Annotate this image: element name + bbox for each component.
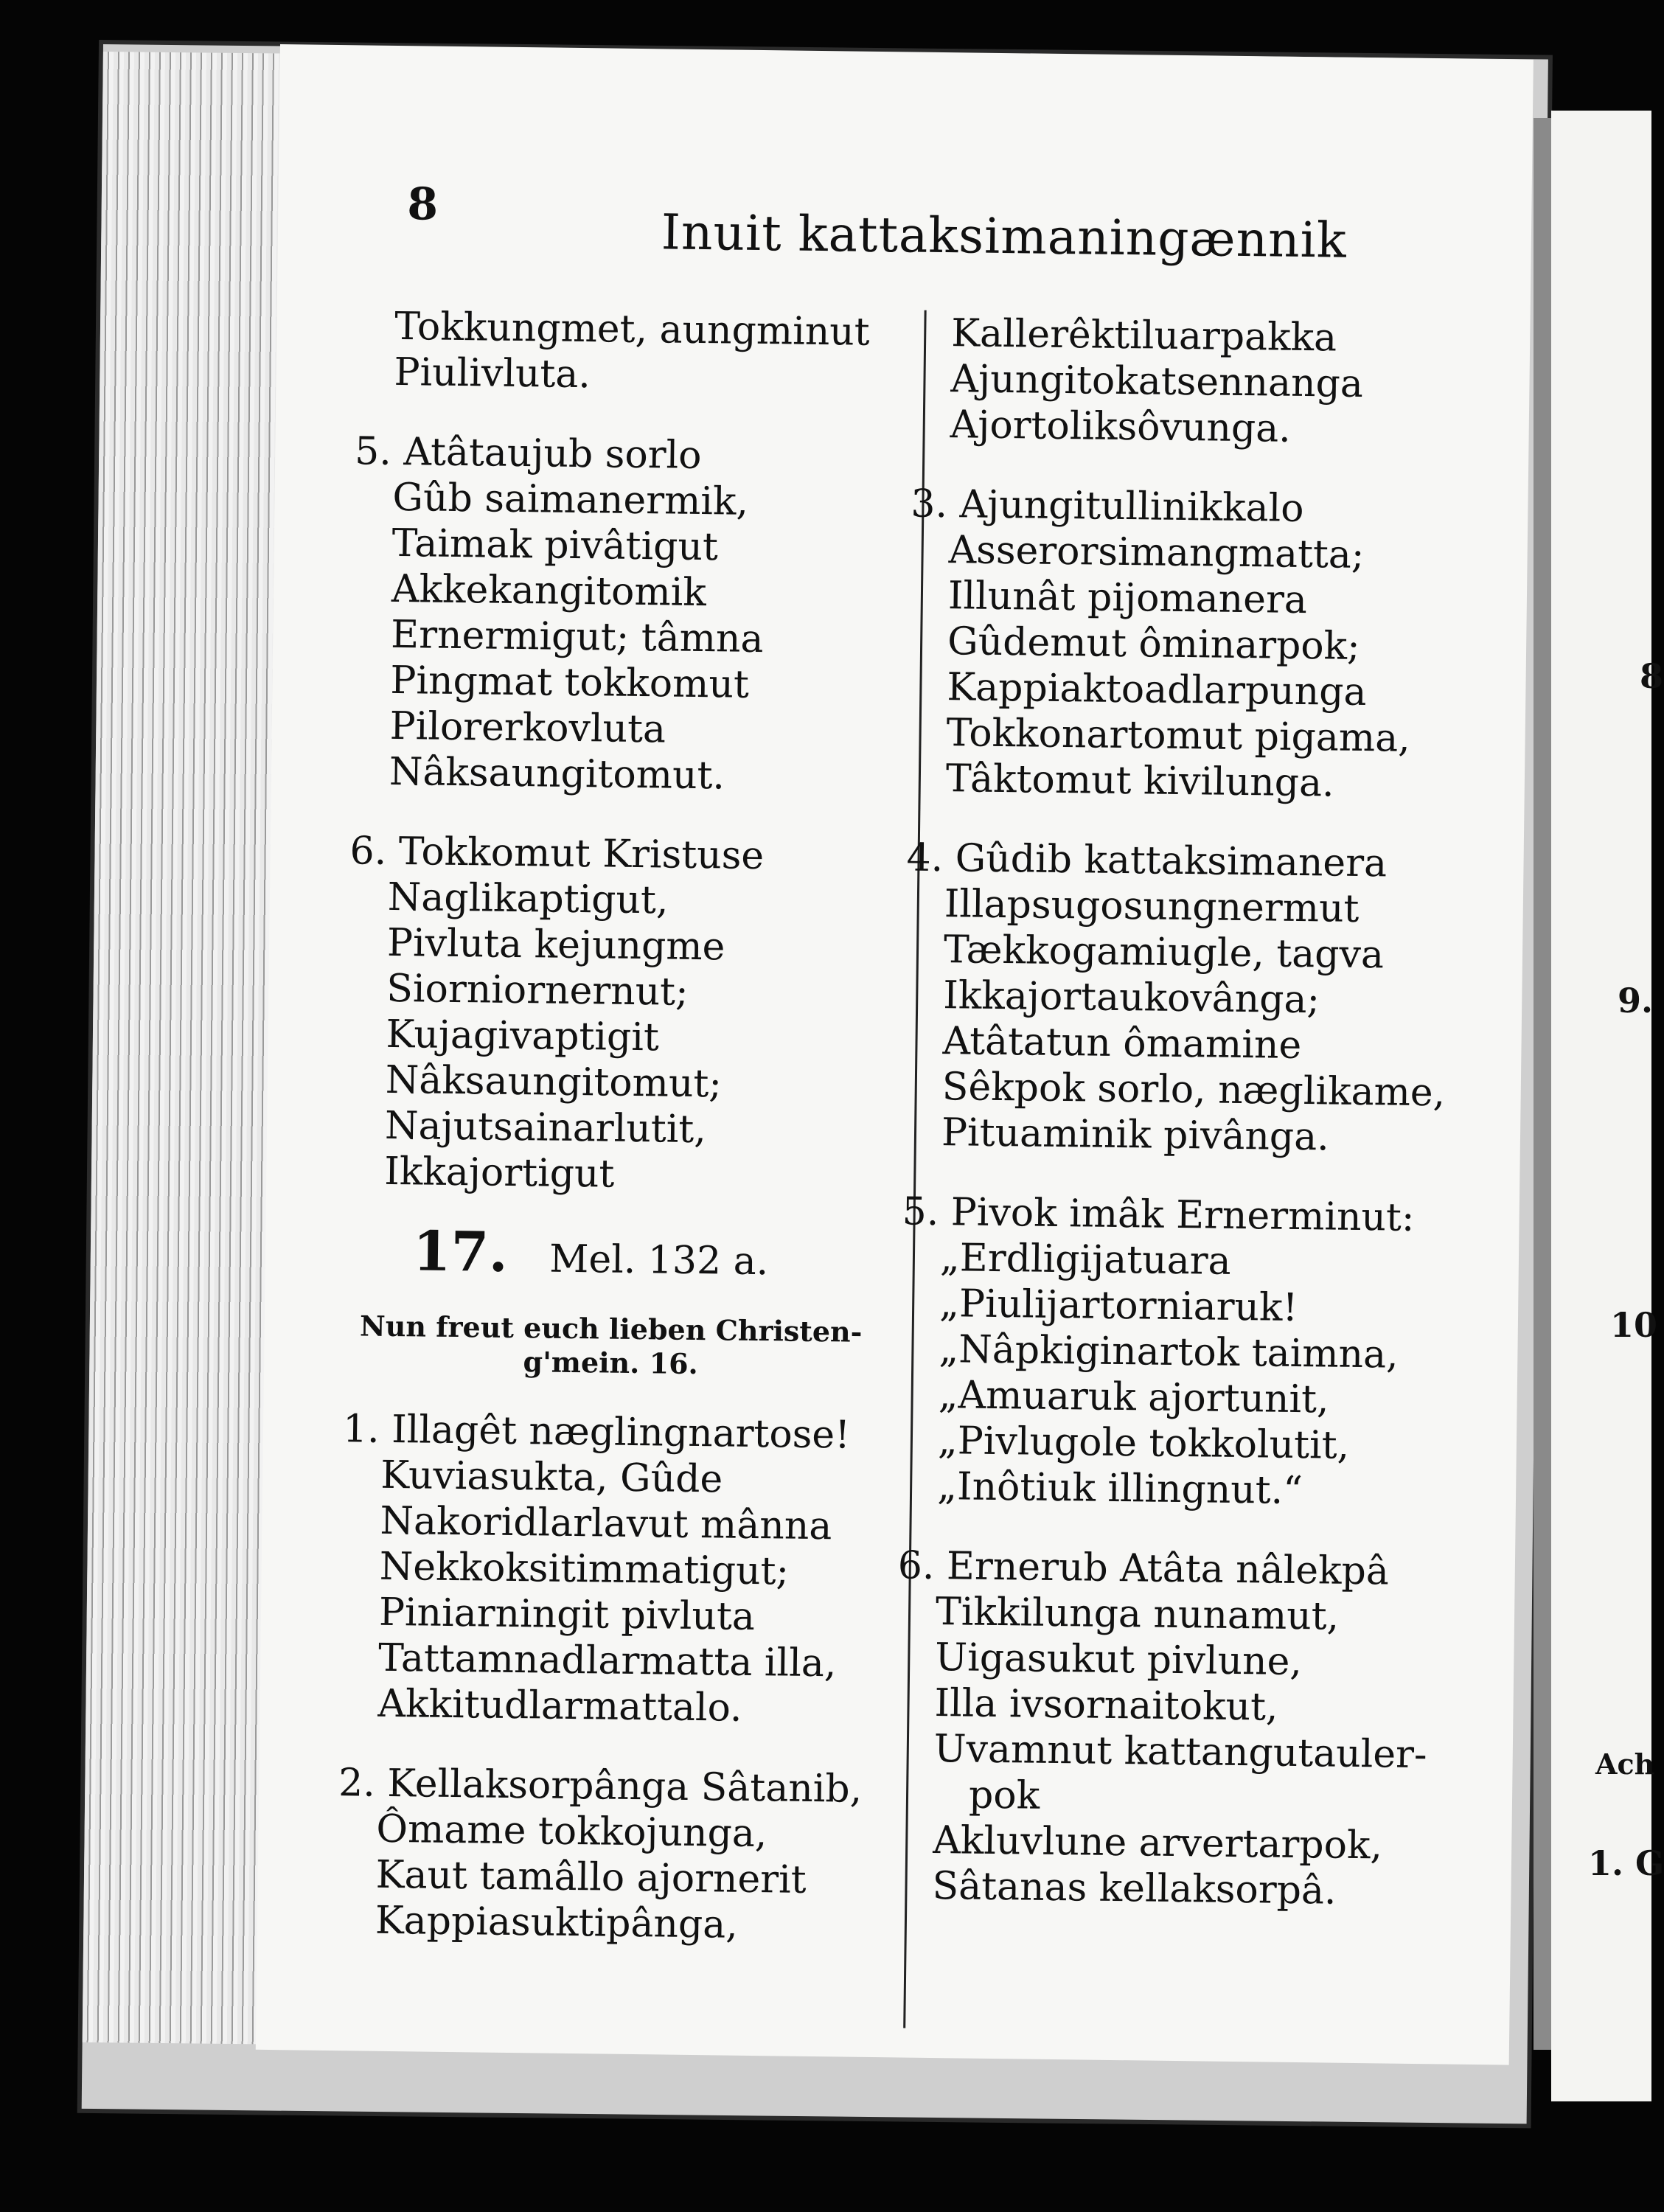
verse-line: Gûb saimanermik, [392,475,749,524]
tune-title-line: Nun freut euch lieben Christen- [359,1309,863,1349]
verse-line: Akkekangitomik [391,566,707,616]
verse-line: Akluvlune arvertarpok, [932,1818,1383,1868]
verse-line: Illunât pijomanera [947,574,1308,623]
right-column [897,310,1483,1950]
hymn-heading [412,1220,900,1286]
verse-line: Pingmat tokkomut [390,658,750,707]
verse-3 [911,481,1480,808]
verse-line: Ernermigut; tâmna [390,612,764,662]
verse-line: Gûdemut ôminarpok; [947,619,1361,669]
verse-line: Asserorsimangmatta; [948,528,1365,578]
verse-number: 5. [902,1189,939,1235]
melody-reference: Mel. 132 a. [549,1237,769,1284]
verse-line: Akkitudlarmattalo. [377,1681,742,1731]
verse-line: Ajortoliksôvunga. [950,403,1292,451]
verse-line: Sêkpok sorlo, næglikame, [941,1065,1446,1116]
verse-line: Kellaksorpânga Sâtanib, [386,1761,863,1812]
verse-number: 6. [897,1543,935,1588]
verse-line: Illagêt næglingnartose! [391,1407,851,1458]
verse-line: Kappiasuktipânga, [375,1898,739,1947]
verse-continued [394,304,911,402]
verse-line: „Pivlugole tokkolutit, [937,1419,1350,1468]
verse-line: Pivok imâk Ernerminut: [950,1190,1415,1240]
verse-2 [338,1761,894,1950]
verse-number: 4. [906,835,944,881]
verse-line: Nâksaungitomut; [385,1057,723,1107]
verse-line: Najutsainarlutit, [384,1103,707,1152]
verse-line: Kuviasukta, Gûde [380,1453,723,1502]
hymnal-page [256,44,1534,2065]
verse-line: Taimak pivâtigut [391,521,719,570]
verse-line: Kaut tamâllo ajornerit [375,1852,807,1902]
verse-line: Ômame tokkojunga, [376,1806,767,1857]
verse-line: Uvamnut kattangutauler- [933,1727,1427,1778]
verse-first-line [911,481,1480,533]
verse-line: Nekkoksitimmatigut; [379,1544,790,1594]
verse-first-line [338,1760,894,1812]
verse-line: Pituaminik pivânga. [941,1110,1330,1160]
verse-line: „Piulijartorniaruk! [939,1281,1298,1330]
verse-line: „Nâpkiginartok taimna, [939,1327,1399,1377]
facing-page [1551,111,1664,2101]
verse-line: Uigasukut pivlune, [934,1635,1303,1685]
page-edges [83,52,280,2044]
verse-first-line [897,1543,1467,1595]
verse-line: Kappiaktoadlarpunga [947,665,1367,715]
verse-line: Tokkonartomut pigama, [946,711,1411,761]
verse-line: Kujagivaptigit [386,1012,660,1060]
tune-title [352,1309,869,1383]
verse-line: pok [968,1773,1040,1818]
verse-first-line [349,828,905,880]
verse-line: Gûdib kattaksimanera [955,836,1388,886]
verse-number: 6. [349,829,387,874]
verse-line: Tikkilunga nunamut, [935,1590,1340,1639]
verse-line: Atâtatun ômamine [942,1019,1302,1068]
verse-line: Kallerêktiluarpakka [950,311,1337,361]
verse-line: „Erdligijatuara [939,1236,1231,1284]
verse-line: Tattamnadlarmatta illa, [377,1635,837,1686]
verse-number: 3. [911,481,948,527]
verse-number: 2. [338,1761,376,1806]
verse-5 [354,429,910,801]
verse-line: „Amuaruk ajortunit, [938,1373,1329,1422]
verse-line: Ajungitullinikkalo [959,482,1304,532]
running-head: Inuit kattaksimaningænnik [661,204,1348,269]
facing-page-fragment: 8 [1640,656,1664,696]
verse-line: Ernerub Atâta nâlekpâ [946,1544,1390,1594]
facing-page-fragment: 10 [1610,1305,1658,1345]
verse-line: Tokkomut Kristuse [398,830,765,879]
verse-4 [906,835,1476,1162]
verse-number: 1. [342,1407,380,1452]
verse-line: Nâksaungitomut. [389,749,725,799]
verse-line: Ikkajortaukovânga; [942,973,1320,1023]
book-spine [1534,118,1551,2050]
verse-line: Ajungitokatsennanga [950,357,1364,406]
verse-line: Pilorerkovluta [389,703,666,752]
verse-line: Tækkogamiugle, tagva [943,928,1385,978]
verse-continued [950,310,1482,454]
verse-first-line [355,428,910,481]
verse-first-line [343,1406,898,1458]
verse-first-line [902,1189,1472,1241]
left-column [338,304,911,1983]
verse-line: Naglikaptigut, [387,874,669,923]
facing-page-fragment: 9. [1618,981,1654,1020]
verse-line: Atâtaujub sorlo [403,430,702,479]
hymn-number: 17. [412,1220,509,1284]
page-number: 8 [406,178,439,231]
verse-line: Tâktomut kivilunga. [945,757,1334,806]
verse-6 [897,1543,1467,1916]
verse-6 [349,829,905,1201]
verse-first-line [906,835,1476,887]
verse-line: Illa ivsornaitokut, [934,1681,1278,1730]
verse-line: Piniarningit pivluta [378,1590,756,1640]
verse-number: 5. [354,429,392,474]
tune-title-line: g'mein. 16. [523,1345,699,1381]
verse-line: Illapsugosungnermut [944,882,1360,931]
verse-line: Nakoridlarlavut mânna [380,1498,832,1549]
verse-line: Pivluta kejungme [386,920,725,970]
verse-5 [902,1189,1472,1516]
verse-line: Ikkajortigut [383,1149,615,1197]
verse-line: Tokkungmet, aungminut [394,304,871,355]
facing-page-fragment: 1. G [1588,1843,1664,1883]
verse-line: Piulivluta. [394,349,591,397]
verse-1 [342,1407,897,1733]
verse-line: Siorniornernut; [386,966,689,1015]
facing-page-fragment: Ach [1595,1747,1655,1781]
verse-line: „Inôtiuk illingnut.“ [936,1464,1303,1514]
verse-line: Sâtanas kellaksorpâ. [932,1863,1337,1913]
